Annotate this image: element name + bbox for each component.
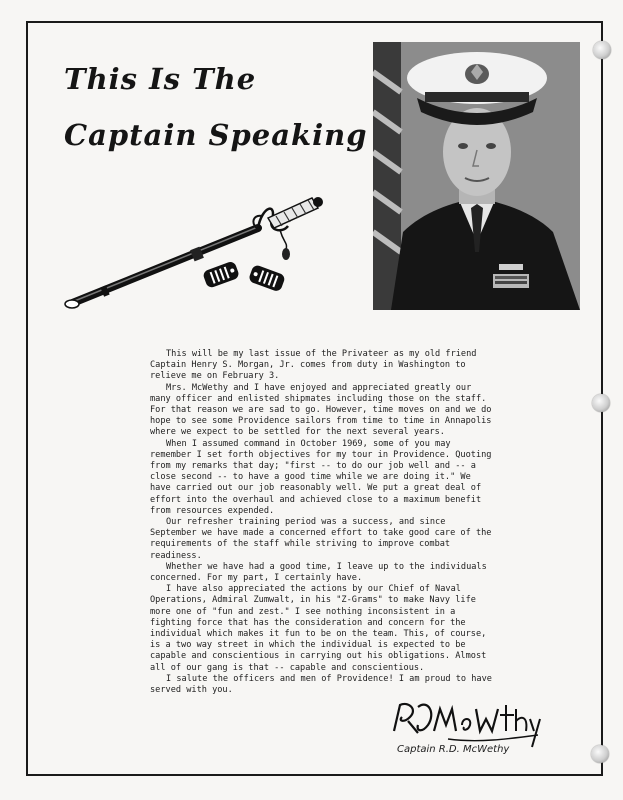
captain-portrait	[373, 42, 580, 310]
paragraph: When I assumed command in October 1969, some of you may remember I set forth objectives for my tour in Providence. Quoting from my remarks that day; "first -- to do our job well and -- a close second -- to have a good time while we are doing it." We have carried out our job reasonably well. We put a great deal of effort into the overhaul and achieved close to a maximum benefit from resources expended.	[150, 438, 492, 516]
paragraph: I salute the officers and men of Providence! I am proud to have served with you.	[150, 673, 492, 696]
paragraph: Our refresher training period was a success, and since September we have made a concerned effort to take good care of the requirements of the staff while striving to improve combat readiness.	[150, 517, 492, 561]
shoulder-boards-icon	[202, 260, 286, 292]
paragraph: I have also appreciated the actions by our Chief of Naval Operations, Admiral Zumwalt, in his "Z-Grams" to make Navy life more one of "fun and zest." I see nothing inconsistent in a fighting force that has the consideration and concern for the individual which makes it fun to be on the team. This, of course, is a two way street in which the individual is expected to be capable and conscientious in carrying out his obligations. Almost all of our gang is that -- capable and conscientious.	[150, 584, 487, 673]
paragraph: Whether we have had a good time, I leave up to the individuals concerned. For my part, I certainly have.	[150, 561, 487, 584]
binder-hole	[592, 394, 610, 412]
paragraph: Mrs. McWethy and I have enjoyed and appreciated greatly our many officer and enlisted shipmates including those on the staff. For that reason we are sad to go. However, time moves on and we do hope to see some Providence sailors from time to time in Annapolis where we expect to be settled for the next several years.	[150, 382, 492, 438]
binder-hole	[591, 745, 609, 763]
letter-body	[150, 349, 495, 696]
title-line-2: Captain Speaking	[64, 118, 368, 152]
handwritten-signature	[388, 695, 548, 750]
officer-sword-icon	[62, 186, 332, 316]
title-line-1: This Is The	[64, 62, 257, 96]
signature-name: Captain R.D. McWethy	[397, 744, 510, 755]
paragraph: This will be my last issue of the Privateer as my old friend Captain Henry S. Morgan, Jr. comes from duty in Washington to relieve me on February 3.	[150, 349, 477, 382]
binder-hole	[593, 41, 611, 59]
